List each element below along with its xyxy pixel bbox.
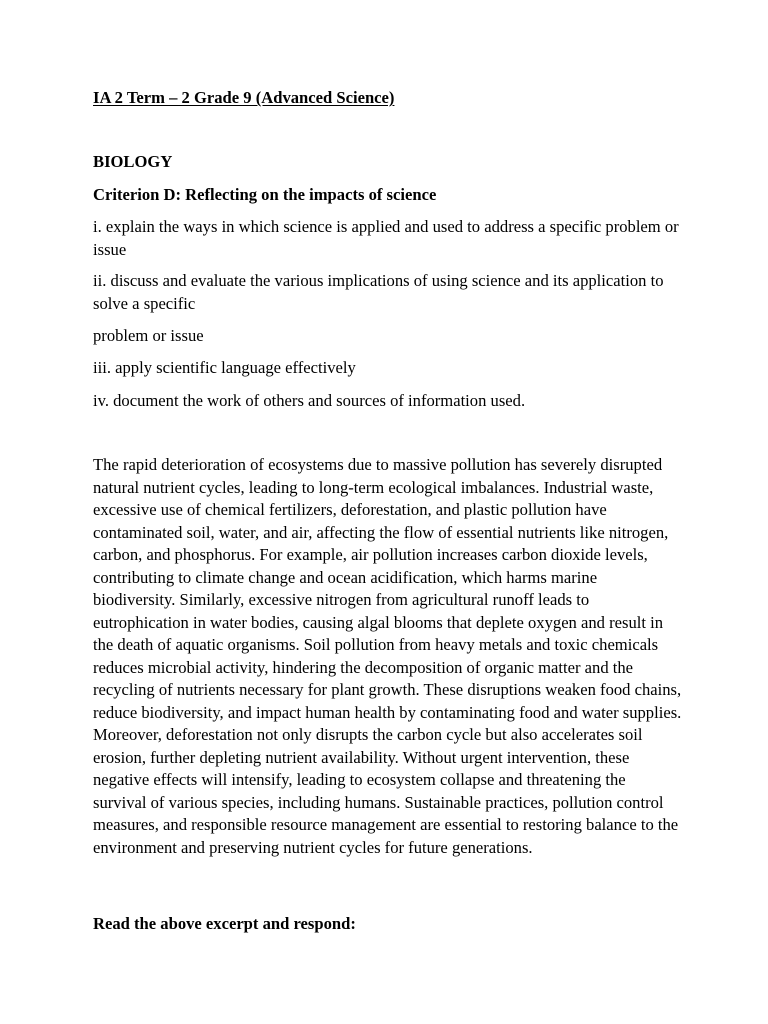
- criterion-item: iii. apply scientific language effectively: [93, 358, 356, 377]
- criterion-item: problem or issue: [93, 326, 204, 345]
- criterion-item: ii. discuss and evaluate the various implications of using science and its application to solve a specific: [93, 271, 664, 313]
- document-title: IA 2 Term – 2 Grade 9 (Advanced Science): [93, 88, 395, 107]
- subject-heading: BIOLOGY: [93, 152, 173, 171]
- response-prompt: Read the above excerpt and respond:: [93, 914, 356, 933]
- criterion-heading: Criterion D: Reflecting on the impacts of science: [93, 185, 437, 204]
- criterion-item: iv. document the work of others and sources of information used.: [93, 391, 526, 410]
- criterion-item: i. explain the ways in which science is applied and used to address a specific problem or issue: [93, 217, 679, 259]
- excerpt-paragraph: The rapid deterioration of ecosystems due to massive pollution has severely disrupted natural nutrient cycles, leading to long-term ecological imbalances. Industrial waste, excessive use of chemical fertilizers, deforestation, and plastic pollution have contaminated soil, water, and air, affecting the flow of essential nutrients like nitrogen, carbon, and phosphorus. For example, air pollution increases carbon dioxide levels, contributing to climate change and ocean acidification, which harms marine biodiversity. Similarly, excessive nitrogen from agricultural runoff leads to eutrophication in water bodies, causing algal blooms that deplete oxygen and result in the death of aquatic organisms. Soil pollution from heavy metals and toxic chemicals reduces microbial activity, hindering the decomposition of organic matter and the recycling of nutrients necessary for plant growth. These disruptions weaken food chains, reduce biodiversity, and impact human health by contaminating food and water supplies. Moreover, deforestation not only disrupts the carbon cycle but also accelerates soil erosion, further depleting nutrient availability. Without urgent intervention, these negative effects will intensify, leading to ecosystem collapse and threatening the survival of various species, including humans. Sustainable practices, pollution control measures, and responsible resource management are essential to restoring balance to the environment and preserving nutrient cycles for future generations.: [93, 455, 682, 857]
